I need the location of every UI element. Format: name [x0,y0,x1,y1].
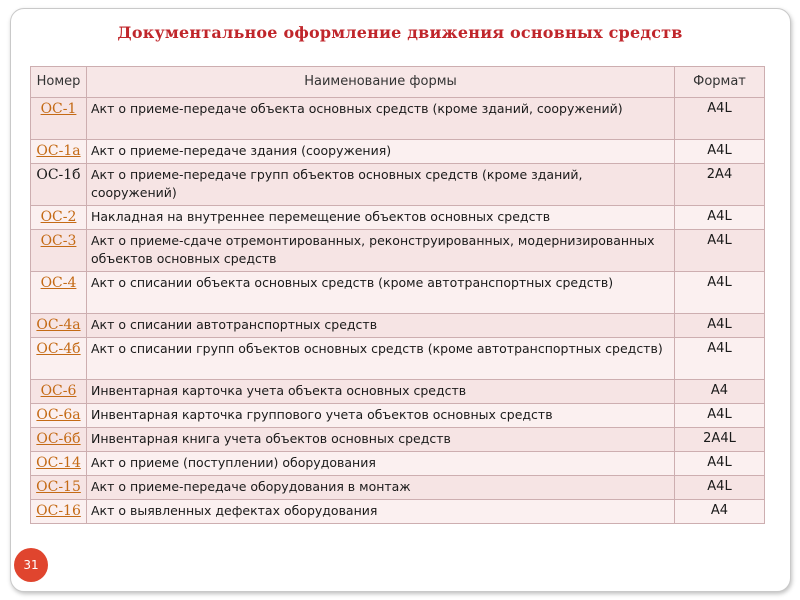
form-format-cell: А4L [675,338,765,380]
form-name-cell: Накладная на внутреннее перемещение объектов основных средств [87,206,675,230]
form-code-link[interactable]: ОС-2 [40,209,77,225]
form-code-link[interactable]: ОС-1а [36,143,81,159]
table-row [31,206,765,230]
table-row [31,164,765,206]
form-code-link[interactable]: ОС-4б [36,341,81,357]
form-format-cell: А4L [675,404,765,428]
table-row [31,476,765,500]
table-body [31,98,765,524]
form-code-cell [31,98,87,140]
form-name-cell: Акт о приеме-передаче оборудования в монтаж [87,476,675,500]
table-row [31,380,765,404]
form-code-link[interactable]: ОС-4а [36,317,81,333]
form-format-cell: А4 [675,500,765,524]
form-code-cell [31,338,87,380]
form-code-link[interactable]: ОС-14 [36,455,81,471]
table-row [31,338,765,380]
form-name-cell: Акт о приеме-сдаче отремонтированных, реконструированных, модернизированных объектов основных средств [87,230,675,272]
form-format-cell: А4 [675,380,765,404]
form-code-text: ОС-1б [36,167,81,183]
forms-table [30,66,765,524]
form-format-cell: А4L [675,272,765,314]
table-row [31,500,765,524]
form-code-cell [31,380,87,404]
table-row [31,404,765,428]
form-code-link[interactable]: ОС-6 [40,383,77,399]
form-code-link[interactable]: ОС-6а [36,407,81,423]
form-name-cell: Инвентарная карточка учета объекта основных средств [87,380,675,404]
form-code-cell [31,404,87,428]
form-code-link[interactable]: ОС-15 [36,479,81,495]
page-number-badge: 31 [14,548,48,582]
form-name-cell: Акт о приеме-передаче групп объектов основных средств (кроме зданий, сооружений) [87,164,675,206]
form-format-cell: А4L [675,206,765,230]
table-row [31,230,765,272]
form-format-cell: А4L [675,476,765,500]
header-code: Номер [31,67,87,98]
form-format-cell: А4L [675,98,765,140]
form-name-cell: Акт о списании автотранспортных средств [87,314,675,338]
form-code-cell [31,140,87,164]
form-code-link[interactable]: ОС-1 [40,101,77,117]
form-name-cell: Акт о выявленных дефектах оборудования [87,500,675,524]
form-code-cell [31,500,87,524]
table-row [31,452,765,476]
form-name-cell: Инвентарная карточка группового учета объектов основных средств [87,404,675,428]
form-code-cell [31,314,87,338]
form-code-cell [31,476,87,500]
table-row [31,272,765,314]
form-code-cell [31,164,87,206]
table-header-row [31,67,765,98]
form-code-cell [31,452,87,476]
form-name-cell: Акт о приеме (поступлении) оборудования [87,452,675,476]
form-name-cell: Акт о приеме-передаче объекта основных средств (кроме зданий, сооружений) [87,98,675,140]
form-code-link[interactable]: ОС-6б [36,431,81,447]
header-name: Наименование формы [87,67,675,98]
form-name-cell: Инвентарная книга учета объектов основных средств [87,428,675,452]
form-format-cell: А4L [675,140,765,164]
form-name-cell: Акт о списании групп объектов основных средств (кроме автотранспортных средств) [87,338,675,380]
form-code-cell [31,230,87,272]
form-code-cell [31,206,87,230]
table-row [31,428,765,452]
form-code-link[interactable]: ОС-16 [36,503,81,519]
form-code-cell [31,272,87,314]
form-format-cell: А4L [675,452,765,476]
form-code-link[interactable]: ОС-3 [40,233,77,249]
form-code-link[interactable]: ОС-4 [40,275,77,291]
form-name-cell: Акт о списании объекта основных средств (кроме автотранспортных средств) [87,272,675,314]
table-row [31,140,765,164]
form-format-cell: 2А4 [675,164,765,206]
form-format-cell: А4L [675,314,765,338]
form-name-cell: Акт о приеме-передаче здания (сооружения) [87,140,675,164]
table-row [31,314,765,338]
form-format-cell: А4L [675,230,765,272]
table-row [31,98,765,140]
header-format: Формат [675,67,765,98]
form-code-cell [31,428,87,452]
form-format-cell: 2А4L [675,428,765,452]
slide-title: Документальное оформление движения основных средств [117,23,683,42]
